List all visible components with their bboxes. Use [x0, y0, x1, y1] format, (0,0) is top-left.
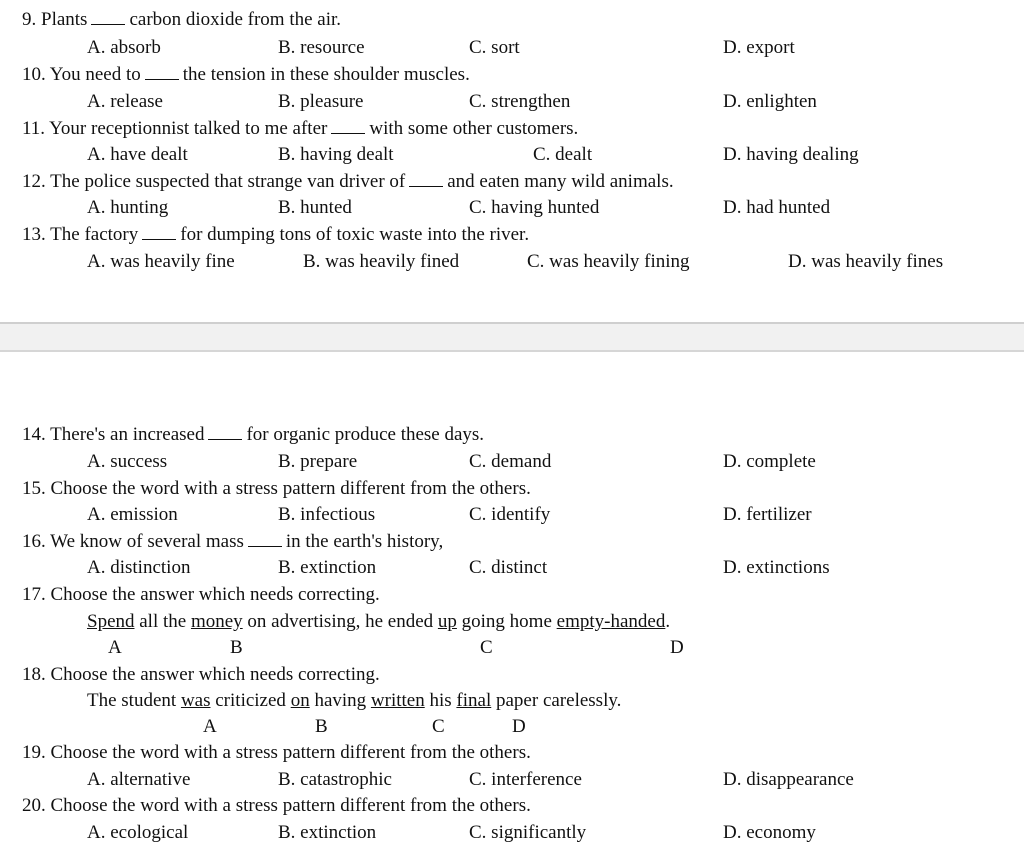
question-text: for organic produce these days.	[246, 424, 485, 445]
question-text: There's an increased	[50, 424, 205, 445]
question-number: 20.	[22, 795, 46, 816]
option-d: D. complete	[723, 451, 816, 472]
question-text: You need to	[49, 64, 141, 85]
sentence-text: paper carelessly.	[496, 690, 622, 711]
question-number: 14.	[22, 424, 46, 445]
option-c: C. was heavily fining	[527, 251, 690, 272]
option-b: B. hunted	[278, 197, 352, 218]
question-number: 19.	[22, 742, 46, 763]
answer-blank	[208, 425, 242, 440]
option-c: C. dealt	[533, 144, 593, 165]
question-number: 10.	[22, 64, 46, 85]
option-b: B. prepare	[278, 451, 358, 472]
option-a: A. ecological	[87, 822, 189, 843]
question-number: 9.	[22, 9, 37, 30]
option-d: D. was heavily fines	[788, 251, 944, 272]
option-d: D. fertilizer	[723, 504, 812, 525]
option-b: B. catastrophic	[278, 769, 392, 790]
option-d: D. economy	[723, 822, 816, 843]
question-15	[22, 478, 531, 500]
question-text: and eaten many wild animals.	[447, 171, 674, 192]
question-14	[22, 424, 484, 446]
question-number: 15.	[22, 478, 46, 499]
question-9	[22, 9, 341, 31]
underlined-word: Spend	[87, 611, 135, 632]
option-d: D. had hunted	[723, 197, 831, 218]
option-letter-d: D	[512, 716, 526, 737]
question-text: the tension in these shoulder muscles.	[182, 64, 470, 85]
question-number: 18.	[22, 664, 46, 685]
option-b: B. extinction	[278, 557, 377, 578]
answer-blank	[142, 225, 176, 240]
option-a: A. emission	[87, 504, 178, 525]
option-letter-c: C	[480, 637, 493, 658]
question-text: Plants	[41, 9, 88, 30]
question-text: Choose the answer which needs correcting.	[50, 584, 380, 605]
question-number: 12.	[22, 171, 46, 192]
option-letter-a: A	[108, 637, 122, 658]
option-d: D. enlighten	[723, 91, 817, 112]
option-c: C. identify	[469, 504, 551, 525]
question-text: Choose the word with a stress pattern different from the others.	[50, 742, 531, 763]
sentence-text: having	[314, 690, 367, 711]
option-a: A. was heavily fine	[87, 251, 235, 272]
underlined-word: up	[437, 611, 457, 632]
option-a: A. success	[87, 451, 168, 472]
option-letter-a: A	[203, 716, 217, 737]
underlined-word: empty-handed	[556, 611, 666, 632]
underlined-word: money	[190, 611, 243, 632]
question-text: in the earth's history,	[285, 531, 444, 552]
option-letter-b: B	[230, 637, 243, 658]
question-text: Your receptionnist talked to me after	[49, 118, 328, 139]
option-a: A. have dealt	[87, 144, 188, 165]
option-d: D. having dealing	[723, 144, 859, 165]
option-c: C. interference	[469, 769, 582, 790]
sentence-text: going home	[461, 611, 552, 632]
underlined-word: was	[180, 690, 211, 711]
question-19	[22, 742, 531, 764]
question-12	[22, 171, 674, 193]
question-11	[22, 118, 578, 140]
option-a: A. absorb	[87, 37, 161, 58]
underlined-word: on	[290, 690, 310, 711]
question-number: 11.	[22, 118, 46, 139]
sentence-text: The student	[87, 690, 177, 711]
error-sentence	[87, 611, 670, 633]
question-text: with some other customers.	[369, 118, 579, 139]
sentence-text: .	[665, 611, 671, 632]
question-text: The police suspected that strange van driver of	[50, 171, 406, 192]
question-17	[22, 584, 380, 606]
option-c: C. significantly	[469, 822, 587, 843]
option-b: B. infectious	[278, 504, 376, 525]
underlined-word: final	[456, 690, 492, 711]
error-sentence	[87, 690, 621, 712]
question-text: Choose the word with a stress pattern different from the others.	[50, 795, 531, 816]
question-10	[22, 64, 470, 86]
option-b: B. pleasure	[278, 91, 364, 112]
option-a: A. distinction	[87, 557, 191, 578]
answer-blank	[409, 172, 443, 187]
question-text: for dumping tons of toxic waste into the river.	[180, 224, 530, 245]
option-letter-b: B	[315, 716, 328, 737]
option-c: C. sort	[469, 37, 520, 58]
option-c: C. having hunted	[469, 197, 600, 218]
question-20	[22, 795, 531, 817]
question-text: The factory	[50, 224, 139, 245]
option-c: C. demand	[469, 451, 552, 472]
underlined-word: written	[370, 690, 425, 711]
answer-blank	[248, 532, 282, 547]
answer-blank	[91, 10, 125, 25]
question-text: carbon dioxide from the air.	[129, 9, 342, 30]
question-18	[22, 664, 380, 686]
option-a: A. release	[87, 91, 163, 112]
option-d: D. disappearance	[723, 769, 854, 790]
page-break-divider	[0, 322, 1024, 352]
option-c: C. strengthen	[469, 91, 571, 112]
question-number: 13.	[22, 224, 46, 245]
answer-blank	[145, 65, 179, 80]
option-d: D. export	[723, 37, 795, 58]
sentence-text: all the	[139, 611, 187, 632]
question-text: We know of several mass	[50, 531, 244, 552]
sentence-text: on advertising, he ended	[247, 611, 434, 632]
question-text: Choose the word with a stress pattern different from the others.	[50, 478, 531, 499]
question-number: 16.	[22, 531, 46, 552]
option-b: B. extinction	[278, 822, 377, 843]
option-b: B. resource	[278, 37, 365, 58]
answer-blank	[331, 119, 365, 134]
question-13	[22, 224, 529, 246]
option-b: B. having dealt	[278, 144, 394, 165]
sentence-text: criticized	[215, 690, 286, 711]
question-text: Choose the answer which needs correcting.	[50, 664, 380, 685]
option-c: C. distinct	[469, 557, 548, 578]
option-d: D. extinctions	[723, 557, 830, 578]
question-number: 17.	[22, 584, 46, 605]
option-letter-d: D	[670, 637, 684, 658]
question-16	[22, 531, 443, 553]
option-a: A. hunting	[87, 197, 169, 218]
sentence-text: his	[429, 690, 452, 711]
option-b: B. was heavily fined	[303, 251, 460, 272]
option-a: A. alternative	[87, 769, 191, 790]
option-letter-c: C	[432, 716, 445, 737]
